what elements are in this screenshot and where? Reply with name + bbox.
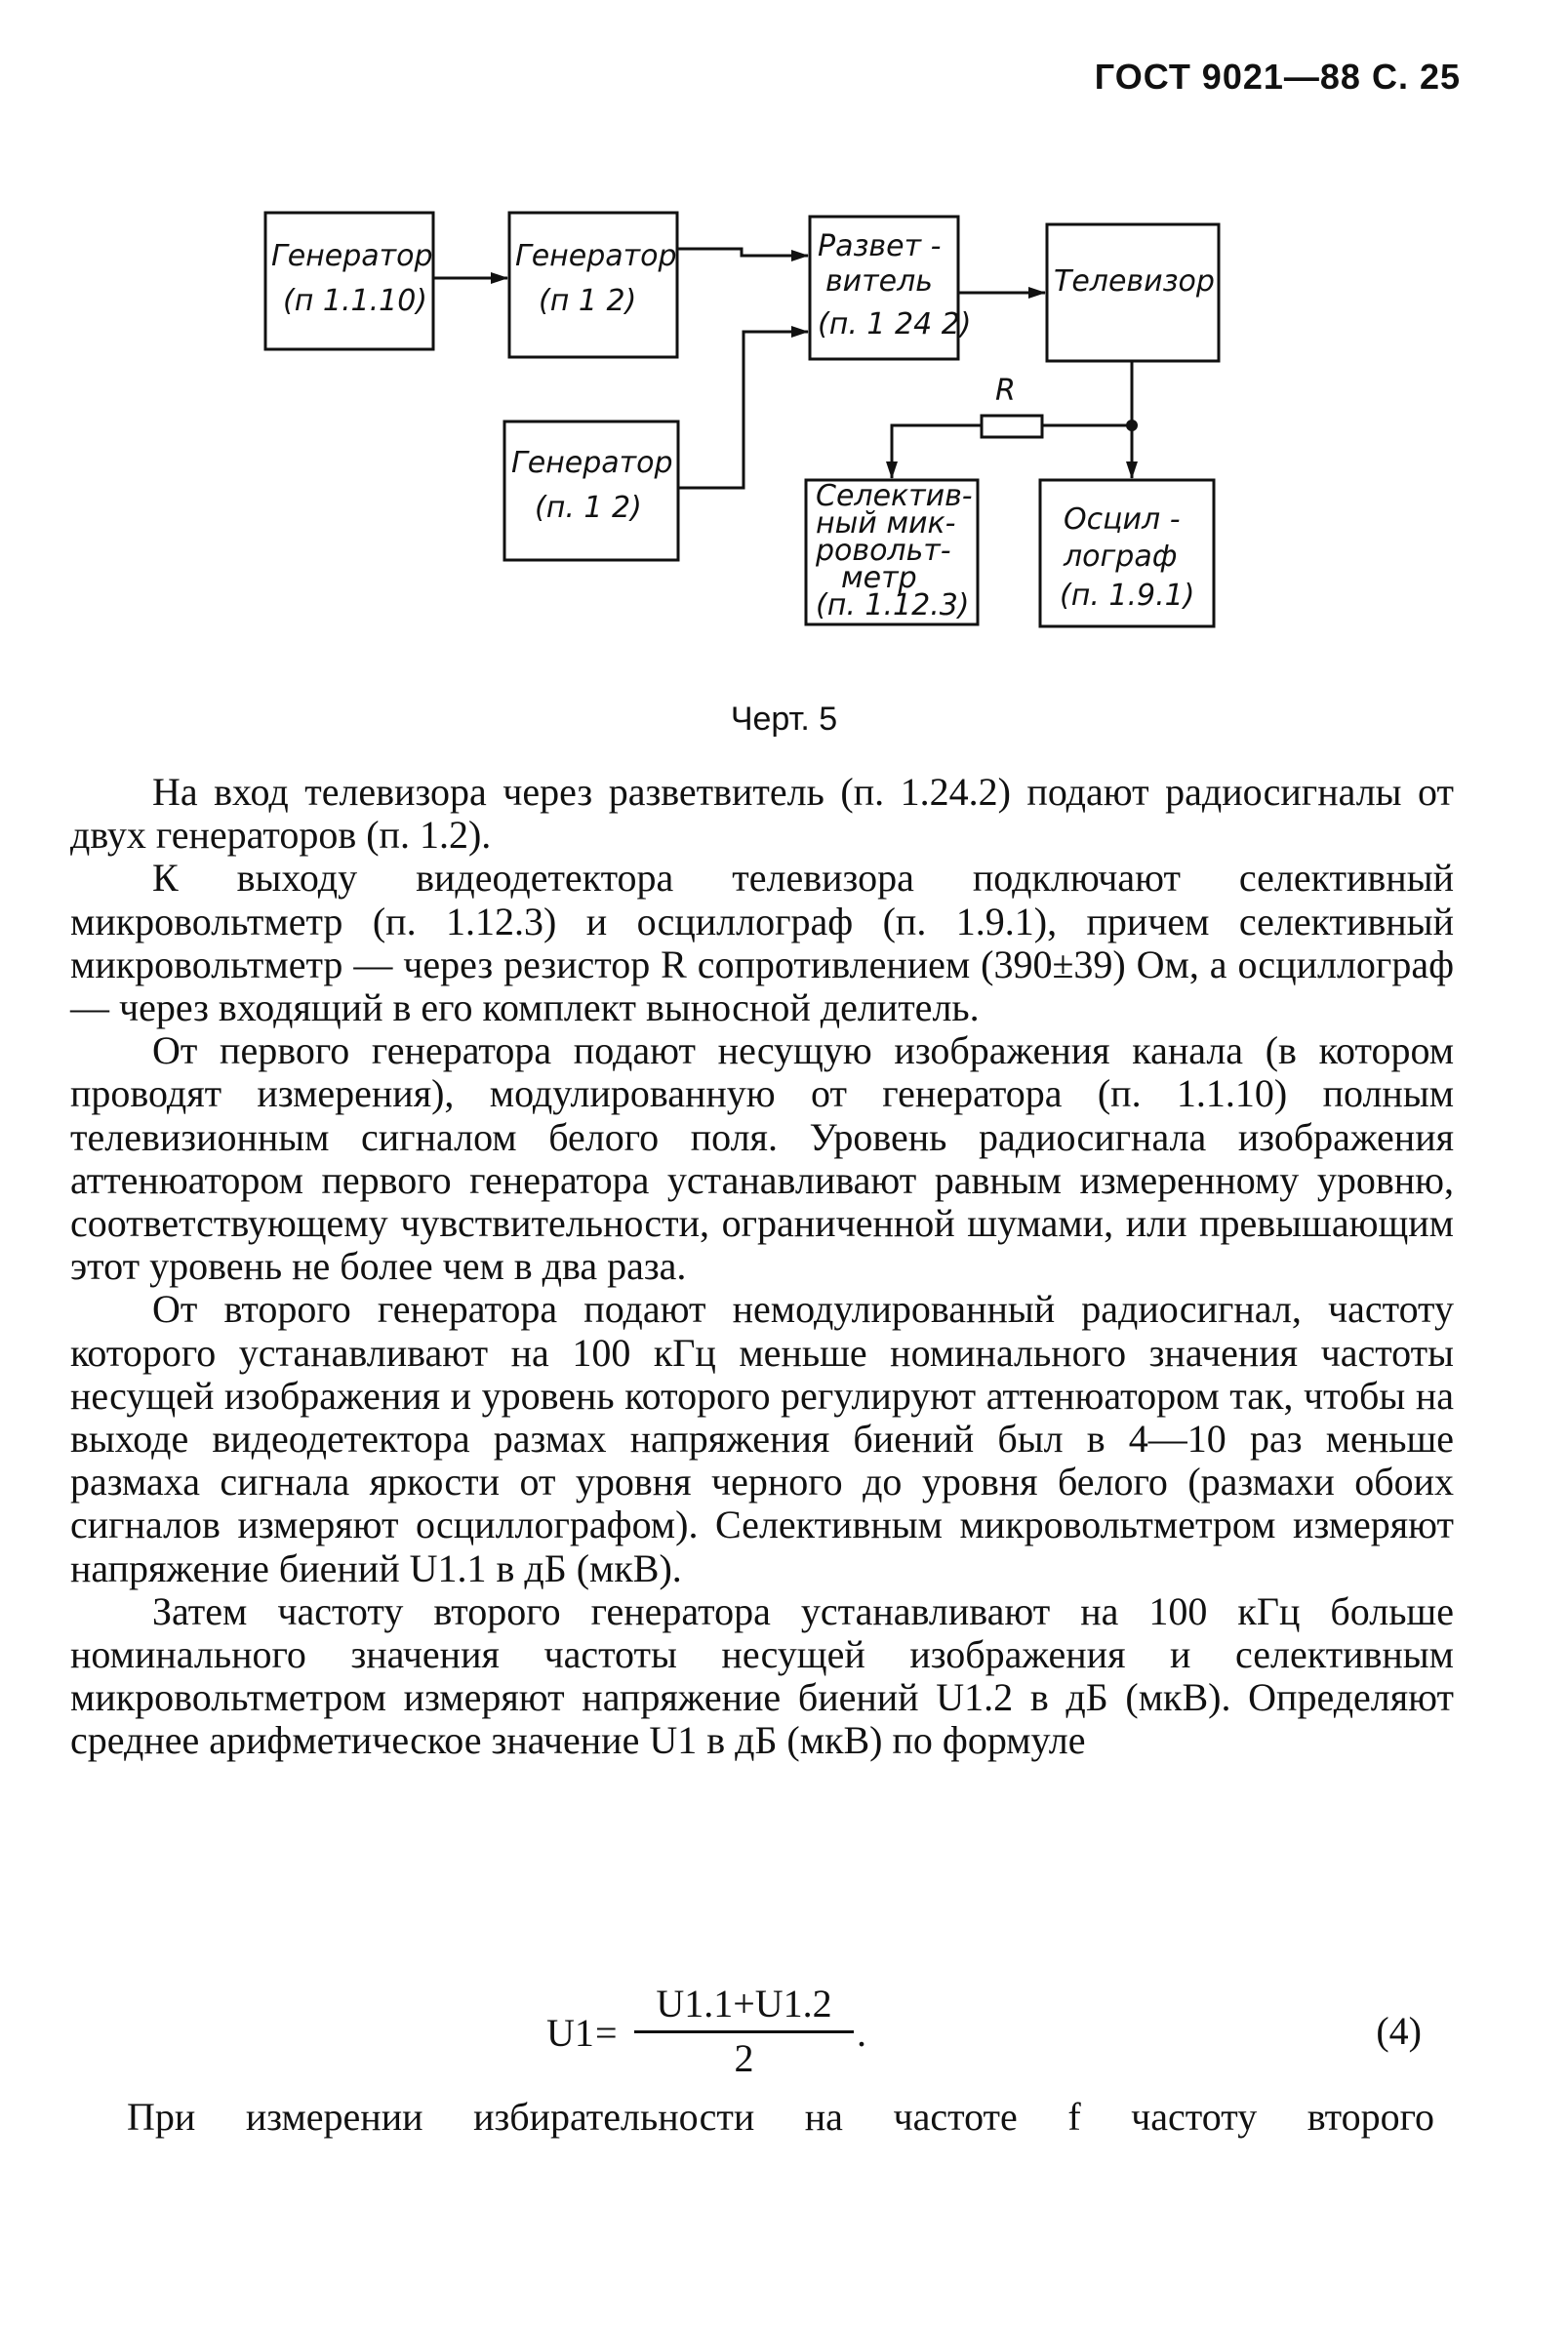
block-diagram (0, 0, 1568, 683)
formula-denominator: 2 (734, 2036, 754, 2080)
microvoltmeter-ref: (п. 1.12.3) (816, 588, 970, 622)
splitter-label-1: Развет - (818, 229, 942, 263)
formula-period: . (857, 2011, 866, 2055)
microvoltmeter-label-2: ный мик- (816, 506, 956, 541)
body-text (70, 771, 1454, 1763)
formula-fraction (634, 1981, 854, 2081)
paragraph: От второго генератора подают немодулированный радиосигнал, частоту которого устанавливают на 100 кГц меньше номинального значения частоты несущей изображения и уровень которого регулируют аттенюатором так, чтобы на выходе видеодетектора размах напряжения биений был в 4—10 раз меньше размаха сигнала яркости от уровня черного до уровня белого (размахи обоих сигналов измеряют осциллографом). Селективным микровольтметром измеряют напряжение биений U1.1 в дБ (мкВ). (70, 1287, 1454, 1590)
continued-text: При измерении избирательности на частоте f частоту второго (127, 2095, 1434, 2139)
generator-2-ref: (п 1 2) (539, 284, 637, 318)
formula-numerator: U1.1+U1.2 (634, 1981, 854, 2033)
generator-2-label: Генератор (515, 239, 677, 273)
paragraph: На вход телевизора через разветвитель (п. 1.24.2) подают радиосигналы от двух генераторов (п. 1.2). (70, 770, 1454, 858)
arrow-gen2-splitter (677, 249, 808, 256)
resistor-label: R (995, 374, 1016, 408)
oscilloscope-label-2: лограф (1064, 540, 1178, 574)
page-header: ГОСТ 9021—88 С. 25 (1094, 57, 1461, 97)
generator-1-box (265, 213, 433, 349)
arrow-to-microvoltmeter (892, 425, 982, 478)
oscilloscope-label-1: Осцил - (1064, 502, 1181, 537)
arrow-gen3-splitter (678, 332, 808, 488)
tv-label: Телевизор (1054, 264, 1215, 299)
generator-3-label: Генератор (511, 446, 673, 480)
figure-caption: Черт. 5 (730, 701, 838, 738)
formula-4 (0, 1981, 1568, 2080)
microvoltmeter-label-3: ровольт- (816, 534, 951, 568)
generator-3-ref: (п. 1 2) (535, 491, 642, 525)
generator-1-label: Генератор (271, 239, 433, 273)
splitter-ref: (п. 1 24 2) (818, 307, 972, 341)
splitter-label-2: витель (825, 264, 933, 299)
formula-equals: = (595, 2011, 618, 2055)
oscilloscope-ref: (п. 1.9.1) (1060, 579, 1195, 613)
microvoltmeter-label-1: Селектив- (816, 479, 973, 513)
formula-number: (4) (1376, 2009, 1422, 2053)
paragraph: Затем частоту второго генератора устанавливают на 100 кГц больше номинального значения частоты несущей изображения и селективным микровольтметром измеряют напряжение биений U1.2 в дБ (мкВ). Определяют среднее арифметическое значение U1 в дБ (мкВ) по формуле (70, 1588, 1454, 1763)
generator-1-ref: (п 1.1.10) (283, 284, 427, 318)
formula-lhs: U1 (546, 2011, 594, 2055)
microvoltmeter-label-4: метр (841, 561, 917, 595)
paragraph: От первого генератора подают несущую изображения канала (в котором проводят измерения), модулированную от генератора (п. 1.1.10) полным телевизионным сигналом белого поля. Уровень радиосигнала изображения аттенюатором первого генератора устанавливают равным измеренному уровню, соответствующему чувствительности, ограниченной шумами, или превышающим этот уровень не более чем в два раза. (70, 1028, 1454, 1289)
paragraph: К выходу видеодетектора телевизора подключают селективный микровольтметр (п. 1.12.3) и осциллограф (п. 1.9.1), причем селективный микровольтметр — через резистор R сопротивлением (390±39) Ом, а осциллограф — через входящий в его комплект выносной делитель. (70, 856, 1454, 1030)
resistor (982, 416, 1042, 437)
